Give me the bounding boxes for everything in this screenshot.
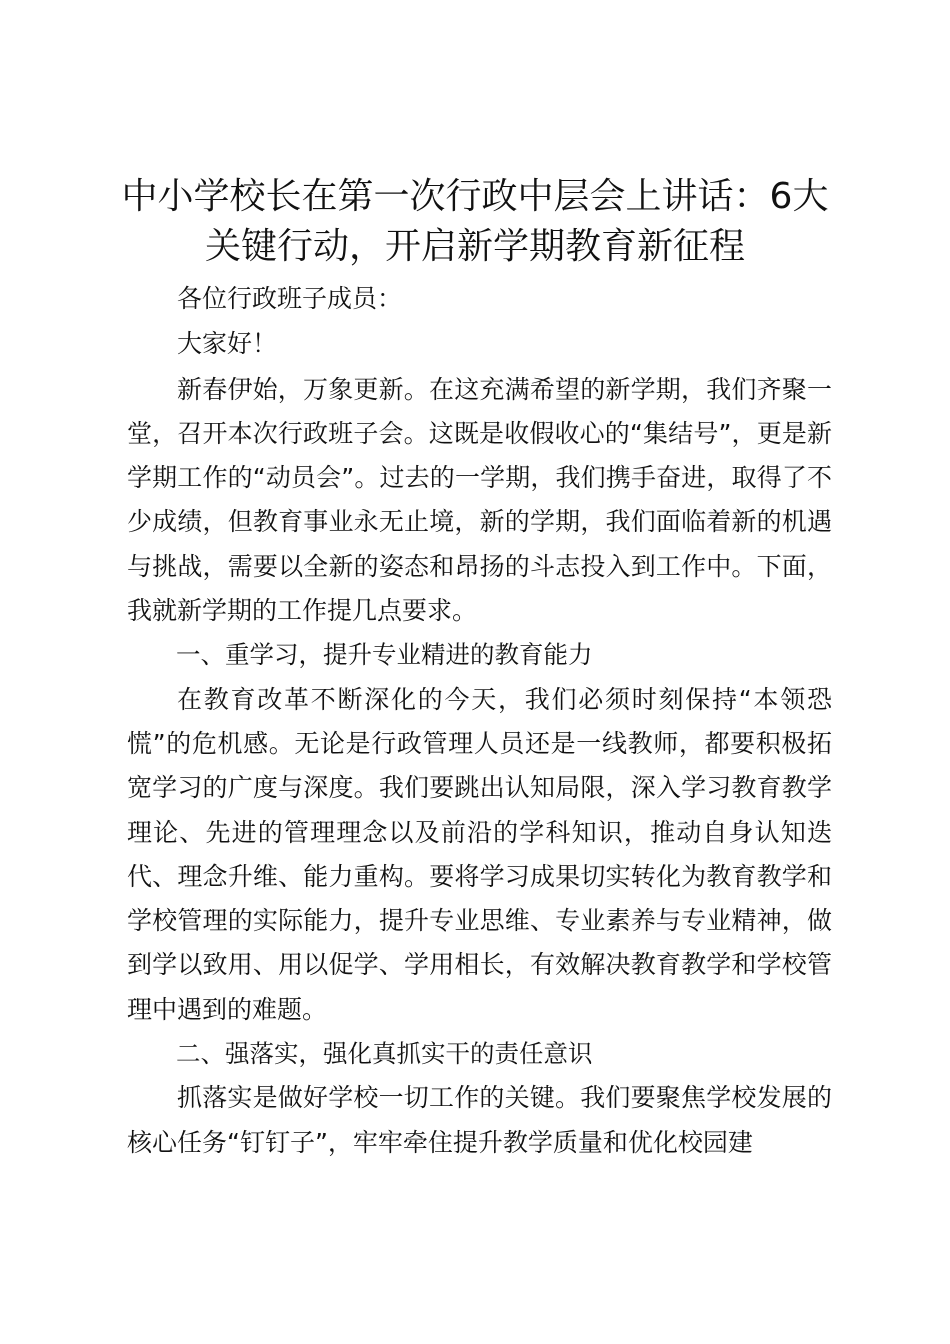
greeting: 大家好！ [177,329,278,359]
paragraph-intro: 新春伊始，万象更新。在这充满希望的新学期，我们齐聚一堂，召开本次行政班子会。这既是收假收心的“集结号”，更是新学期工作的“动员会”。过去的一学期，我们携手奋进，取得了不少成绩，但教育事业永无止境，新的学期，我们面临着新的机遇与挑战，需要以全新的姿态和昂扬的斗志投入到工作中。下面，我就新学期的工作提几点要求。 [127,374,832,626]
salutation: 各位行政班子成员： [177,284,403,313]
paragraph-section-2: 抓落实是做好学校一切工作的关键。我们要聚焦学校发展的核心任务“钉钉子”，牢牢牵住提升教学质量和优化校园建 [127,1083,832,1157]
document-title [110,172,840,272]
section-heading-2: 二、强落实，强化真抓实干的责任意识 [176,1039,593,1069]
title-line-1: 中小学校长在第一次行政中层会上讲话：6大 [121,176,829,217]
paragraph-section-1: 在教育改革不断深化的今天，我们必须时刻保持“本领恐慌”的危机感。无论是行政管理人员还是一线教师，都要积极拓宽学习的广度与深度。我们要跳出认知局限，深入学习教育教学理论、先进的管理理念以及前沿的学科知识，推动自身认知迭代、理念升维、能力重构。要将学习成果切实转化为教育教学和学校管理的实际能力，提升专业思维、专业素养与专业精神，做到学以致用、用以促学、学用相长，有效解决教育教学和学校管理中遇到的难题。 [127,684,832,1024]
section-heading-1: 一、重学习，提升专业精进的教育能力 [176,640,593,670]
document-body [127,277,832,1165]
title-line-2: 关键行动，开启新学期教育新征程 [204,226,745,267]
